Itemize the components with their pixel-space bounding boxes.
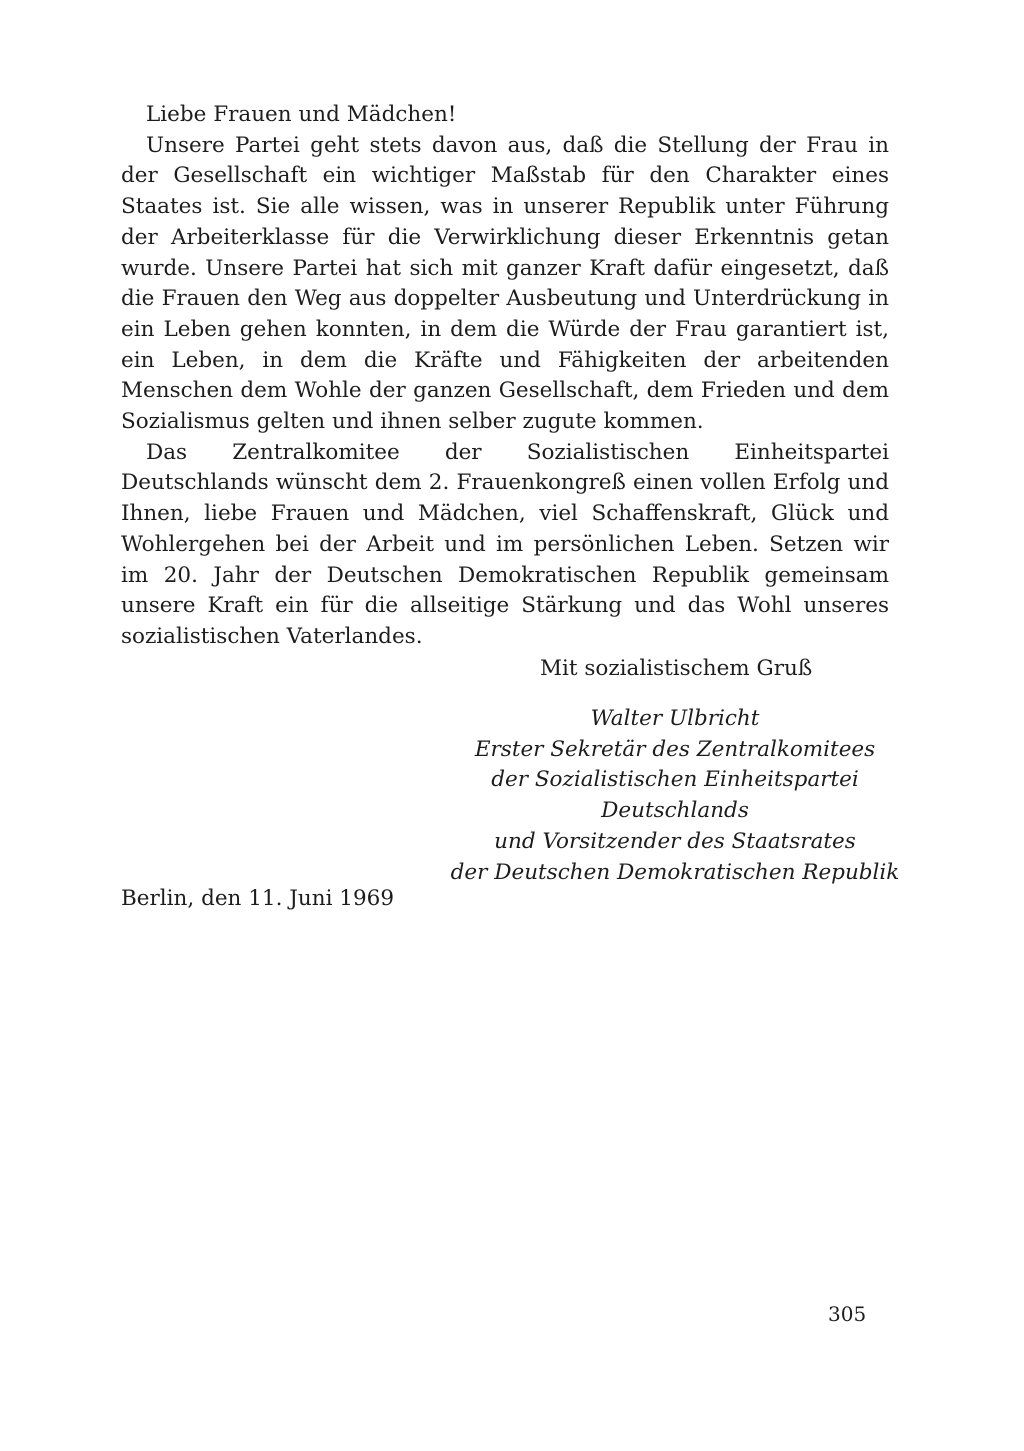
signatory-title-line: Erster Sekretär des Zentralkomitees (474, 736, 876, 762)
salutation: Liebe Frauen und Mädchen! (146, 102, 457, 127)
signatory-title-line: der Sozialistischen Einheitspartei (491, 767, 859, 793)
letter-body (121, 100, 889, 653)
paragraph-1: Unsere Partei geht stets davon aus, daß die Stellung der Frau in der Gesellschaft ein wichtiger Maßstab für den Charakter eines Staates ist. Sie alle wissen, was in unserer Republik unter Führung der Arbeiterklasse für die Verwirklichung dieser Erkenntnis getan wurde. Unsere Partei hat sich mit ganzer Kraft dafür eingesetzt, daß die Frauen den Weg aus doppelter Ausbeutung und Unterdrückung in ein Leben gehen konnten, in dem die Würde der Frau garantiert ist, ein Leben, in dem die Kräfte und Fähigkeiten der arbeitenden Menschen dem Wohle der ganzen Gesellschaft, dem Frieden und dem Sozialismus gelten und ihnen selber zugute kommen. (121, 132, 889, 435)
closing-greeting: Mit sozialistischem Gruß (540, 656, 813, 681)
page-number: 305 (828, 1302, 867, 1326)
place-and-date: Berlin, den 11. Juni 1969 (121, 886, 395, 911)
signatory-title-line: der Deutschen Demokratischen Republik (450, 859, 900, 885)
signatory-title-line: und Vorsitzender des Staatsrates (494, 828, 856, 854)
signatory-title-line: Deutschlands (601, 798, 749, 824)
signatory-name: Walter Ulbricht (590, 706, 760, 731)
paragraph-2: Das Zentralkomitee der Sozialistischen Einheitspartei Deutschlands wünscht dem 2. Frauenkongreß einen vollen Erfolg und Ihnen, liebe Frauen und Mädchen, viel Schaffenskraft, Glück und Wohlergehen bei der Arbeit und im persönlichen Leben. Setzen wir im 20. Jahr der Deutschen Demokratischen Republik gemeinsam unsere Kraft ein für die allseitige Stärkung und das Wohl unseres sozialistischen Vaterlandes. (121, 439, 889, 649)
signature-block (440, 704, 910, 888)
